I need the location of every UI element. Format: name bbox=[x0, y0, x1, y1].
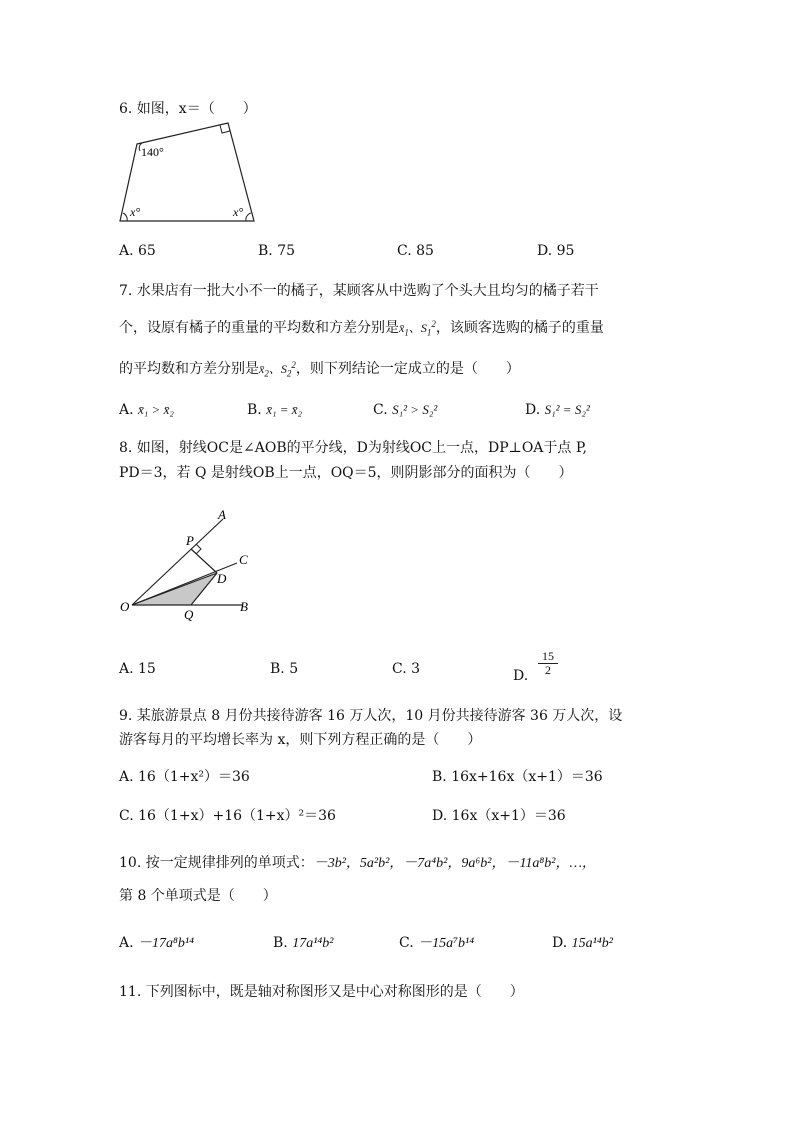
q10-option-b: B. 17a¹⁴b² bbox=[273, 935, 334, 951]
point-c-label: C bbox=[239, 552, 248, 567]
q9-line2: 游客每月的平均增长率为 x，则下列方程正确的是（ ） bbox=[119, 732, 482, 748]
q7-line3: 的平均数和方差分别是$x̄_2$、$S_2^2$，则下列结论一定成立的是（ ） bbox=[119, 360, 520, 379]
q8-option-b: B. 5 bbox=[270, 661, 299, 677]
q8-option-a: A. 15 bbox=[119, 661, 156, 677]
q10-option-a: A. －17a⁸b¹⁴ bbox=[119, 935, 194, 951]
q6-option-b: B. 75 bbox=[258, 243, 296, 259]
q7-line2: 个，设原有橘子的重量的平均数和方差分别是$x̄_1$、$S_1^2$，该顾客选购的橘子的重量 bbox=[119, 319, 604, 338]
point-q-label: Q bbox=[184, 607, 194, 622]
q7-option-a: A. x̄₁ > x̄₂ bbox=[119, 402, 174, 418]
q8-option-c: C. 3 bbox=[392, 661, 421, 677]
q6-option-c: C. 85 bbox=[397, 243, 434, 259]
point-d-label: D bbox=[217, 571, 227, 586]
q10-option-d: D. 15a¹⁴b² bbox=[552, 935, 613, 951]
q8-line2: PD＝3，若 Q 是射线OB上一点，OQ＝5，则阴影部分的面积为（ ） bbox=[119, 465, 573, 481]
q8-angle-bisector-figure bbox=[115, 505, 265, 623]
q10-line1: 10. 按一定规律排列的单项式：－3b²，5a²b²，－7a⁴b²，9a⁶b²，－11a⁸b²，…， bbox=[119, 855, 596, 871]
q8-line1: 8. 如图，射线OC是∠AOB的平分线，D为射线OC上一点，DP⊥OA于点 P, bbox=[119, 440, 587, 456]
q9-option-d: D. 16x（x+1）＝36 bbox=[432, 808, 566, 824]
q7-option-b: B. x̄₁ = x̄₂ bbox=[247, 402, 303, 418]
q6-quadrilateral-figure bbox=[115, 118, 260, 226]
q10-option-c: C. －15a⁷b¹⁴ bbox=[399, 935, 475, 951]
q7-option-c: C. S₁² > S₂² bbox=[373, 402, 438, 418]
q11-line1: 11. 下列图标中，既是轴对称图形又是中心对称图形的是（ ） bbox=[119, 984, 524, 1000]
angle-x-right-label: x° bbox=[233, 205, 244, 219]
q9-option-a: A. 16（1+x²）＝36 bbox=[119, 769, 250, 785]
angle-x-left-label: x° bbox=[130, 205, 141, 219]
point-o-label: O bbox=[120, 599, 130, 614]
q10-terms: －3b²，5a²b²，－7a⁴b²，9a⁶b²，－11a⁸b²，…， bbox=[313, 856, 596, 871]
point-a-label: A bbox=[218, 507, 226, 522]
q6-option-d: D. 95 bbox=[537, 243, 575, 259]
q6-stem: 6. 如图，x＝（ ） bbox=[119, 101, 257, 117]
q9-option-c: C. 16（1+x）+16（1+x）²＝36 bbox=[119, 808, 336, 824]
q8-option-d-fraction: 15 2 bbox=[538, 650, 558, 677]
q8-option-d: D. bbox=[513, 668, 529, 684]
point-p-label: P bbox=[186, 533, 194, 548]
angle-140-label: 140° bbox=[141, 145, 164, 159]
q10-line2: 第 8 个单项式是（ ） bbox=[119, 888, 277, 904]
q9-option-b: B. 16x+16x（x+1）＝36 bbox=[432, 769, 603, 785]
q6-option-a: A. 65 bbox=[119, 243, 156, 259]
q9-line1: 9. 某旅游景点 8 月份共接待游客 16 万人次，10 月份共接待游客 36 万人次，设 bbox=[119, 708, 623, 724]
q7-option-d: D. S₁² = S₂² bbox=[525, 402, 590, 418]
q7-line1: 7. 水果店有一批大小不一的橘子，某顾客从中选购了个头大且均匀的橘子若干 bbox=[119, 283, 599, 299]
point-b-label: B bbox=[240, 599, 248, 614]
